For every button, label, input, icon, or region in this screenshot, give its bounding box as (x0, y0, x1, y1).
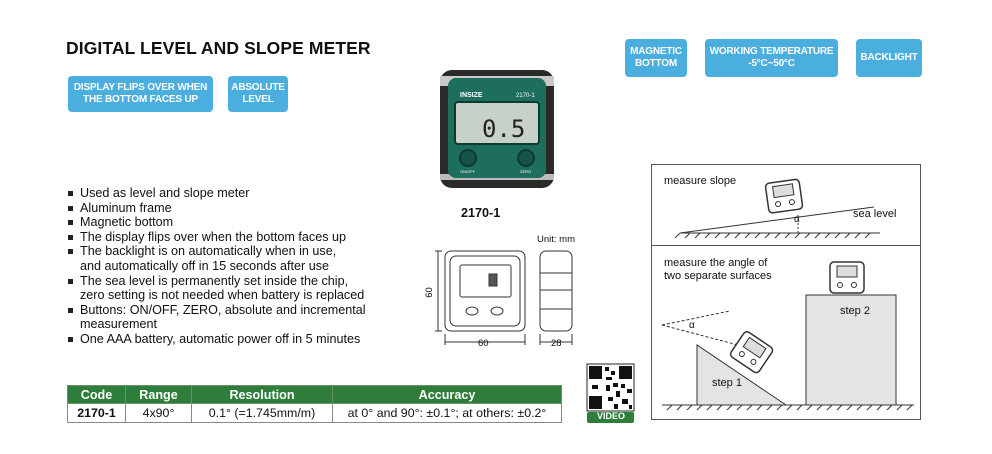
badge-display-flips: DISPLAY FLIPS OVER WHEN THE BOTTOM FACES UP (68, 76, 213, 112)
feature-item: The display flips over when the bottom faces up (66, 230, 366, 245)
on-off-label: ON/OFF (460, 169, 476, 174)
badge-backlight: BACKLIGHT (856, 39, 922, 77)
unit-label: Unit: mm (537, 234, 575, 245)
sea-level-label: sea level (853, 208, 897, 220)
product-photo (438, 66, 558, 191)
feature-item: Aluminum frame (66, 201, 366, 216)
measure-slope-label: measure slope (664, 175, 737, 187)
alpha-label-angle: α (689, 320, 695, 331)
dimension-drawing (422, 246, 584, 350)
diagram-art (652, 165, 920, 419)
page-title: DIGITAL LEVEL AND SLOPE METER (66, 38, 371, 58)
video-label: VIDEO (596, 411, 625, 421)
model-caption: 2170-1 (461, 206, 501, 220)
zero-button (518, 150, 534, 166)
badge-absolute-level: ABSOLUTE LEVEL (228, 76, 288, 112)
feature-item: One AAA battery, automatic power off in 5 minutes (66, 332, 366, 347)
column-header-range: Range (126, 386, 192, 404)
brand-label: INSIZE (460, 92, 483, 99)
feature-list (66, 186, 366, 347)
step-1-label: step 1 (712, 377, 742, 389)
usage-diagram (651, 164, 921, 420)
column-header-resolution: Resolution (192, 386, 333, 404)
cell-resolution: 0.1° (=1.745mm/m) (192, 404, 333, 423)
feature-item: The sea level is permanently set inside the chip, zero setting is not needed when battery is replaced (66, 274, 366, 303)
cell-accuracy: at 0° and 90°: ±0.1°; at others: ±0.2° (333, 404, 562, 423)
measure-angle-label: measure the angle of two separate surfaces (664, 257, 772, 282)
alpha-label-slope: α (794, 214, 800, 225)
dimension-width: 60 (478, 338, 489, 349)
table-header-row (68, 386, 562, 404)
spec-table (67, 385, 562, 423)
step-2-label: step 2 (840, 305, 870, 317)
feature-item: Buttons: ON/OFF, ZERO, absolute and incremental measurement (66, 303, 366, 332)
lcd-value: 0.5 (482, 115, 526, 143)
feature-item: Used as level and slope meter (66, 186, 366, 201)
badge-magnetic-bottom: MAGNETIC BOTTOM (625, 39, 687, 77)
dimension-depth: 28 (551, 338, 562, 349)
zero-label: ZERO (520, 169, 532, 174)
cell-range: 4x90° (126, 404, 192, 423)
column-header-code: Code (68, 386, 126, 404)
column-header-accuracy: Accuracy (333, 386, 562, 404)
table-row (68, 404, 562, 423)
badge-working-temperature: WORKING TEMPERATURE -5°C~50°C (705, 39, 838, 77)
cell-code: 2170-1 (68, 404, 126, 423)
on-off-button (460, 150, 476, 166)
feature-item: Magnetic bottom (66, 215, 366, 230)
device-model-label: 2170-1 (516, 93, 535, 99)
feature-item: The backlight is on automatically when in use, and automatically off in 15 seconds after use (66, 244, 366, 273)
dimension-height: 60 (423, 287, 435, 298)
